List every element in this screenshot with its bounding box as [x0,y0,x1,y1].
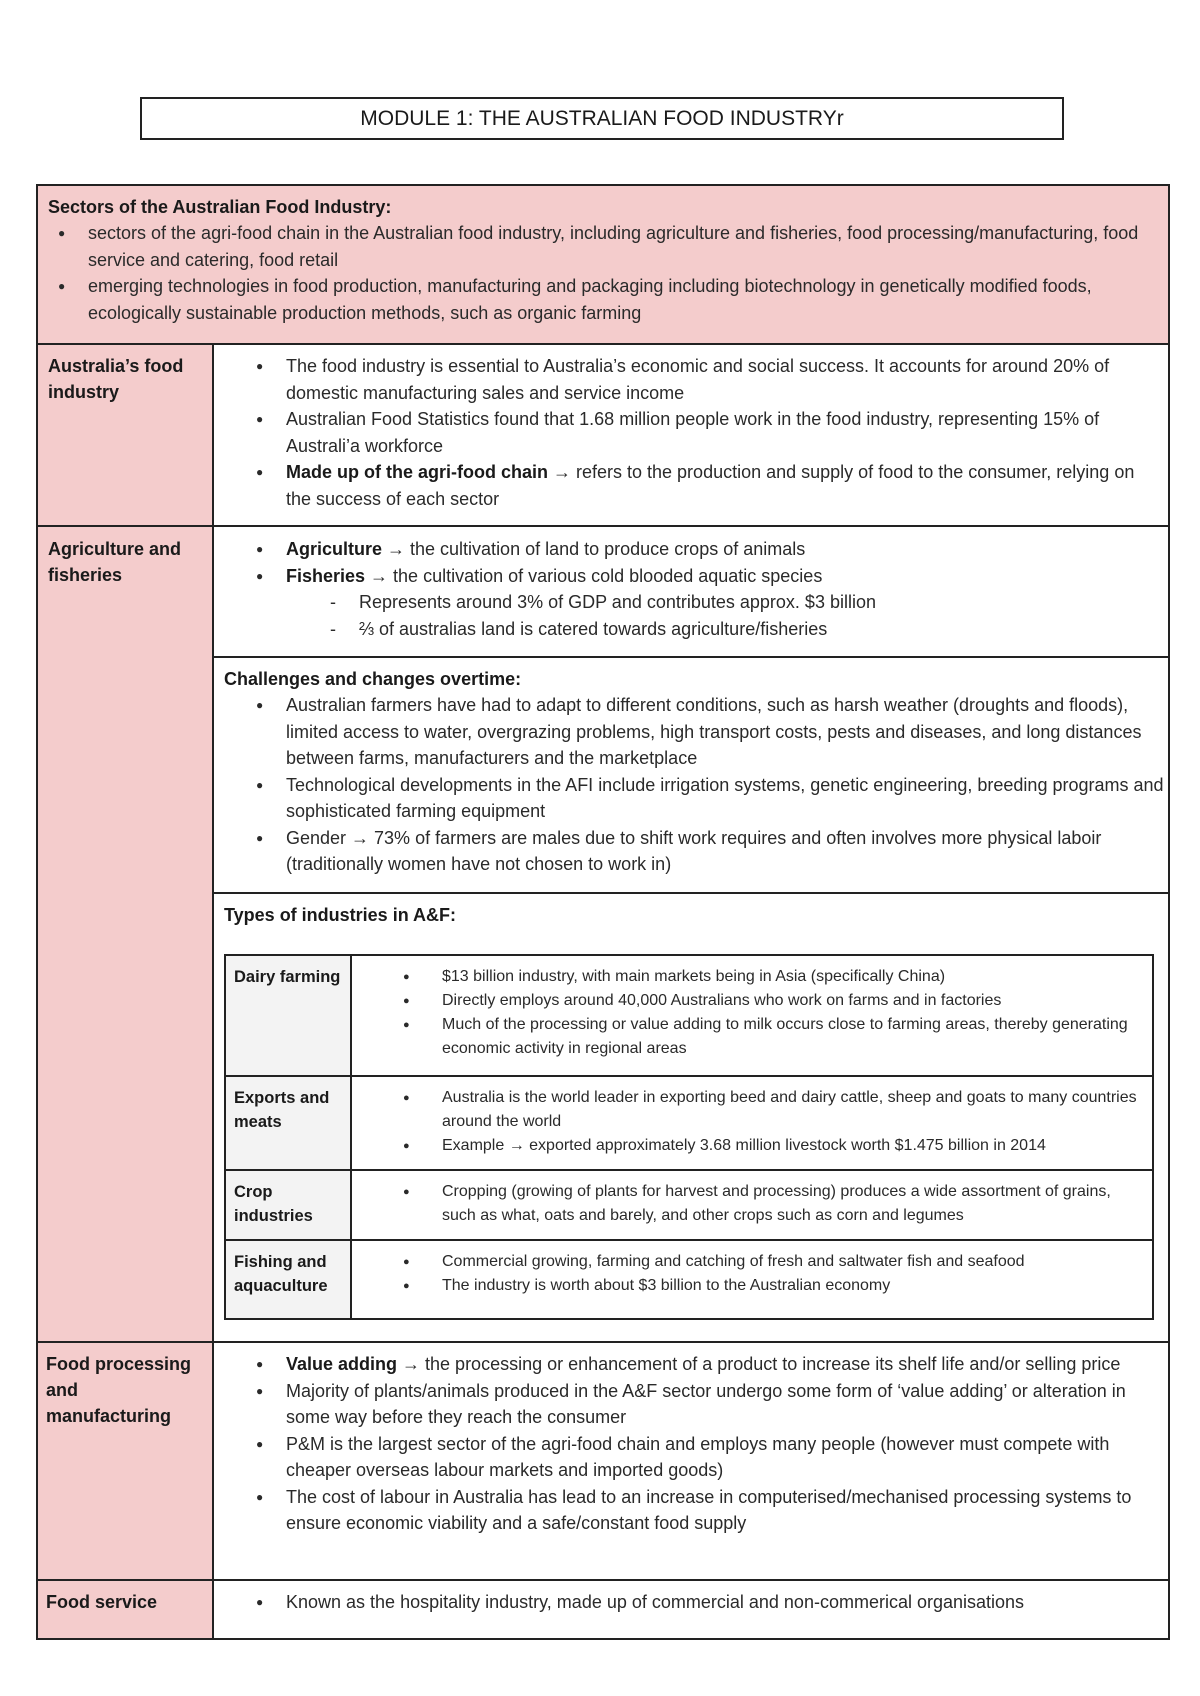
list-item: ● $13 billion industry, with main markets being in Asia (specifically China) [352,965,1152,989]
industry-name: Dairy farming [226,956,350,1075]
list-item [214,563,1164,590]
bold-term: Made up of the agri-food chain [286,462,548,482]
list-item [214,536,1164,563]
sectors-heading: Sectors of the Australian Food Industry: [48,197,392,217]
list-item: ● Australian Food Statistics found that 1.68 million people work in the food industry, representing 15% of Australi’a workforce [214,406,1164,459]
industry-details [352,956,1152,1061]
sub-list-item: - ⅔ of australias land is catered towards agriculture/fisheries [214,616,1164,643]
industry-name: Fishing and aquaculture [226,1241,350,1318]
industries-table [224,954,1154,1320]
food-industry-label: Australia’s food industry [48,356,184,402]
list-item: ● Cropping (growing of plants for harvest and processing) produces a wide assortment of grains, such as what, oats and barely, and other crops such as corn and legumes [352,1180,1152,1228]
agriculture-definitions-cell [214,536,1164,642]
list-item: ● Majority of plants/animals produced in the A&F sector undergo some form of ‘value adding’ or alteration in some way before they reach the consumer [214,1378,1164,1431]
list-item: ● Technological developments in the AFI include irrigation systems, genetic engineering, breeding programs and sophisticated farming equipment [214,772,1164,825]
cell-divider [212,892,1168,894]
term-definition: → the cultivation of various cold blooded aquatic species [365,565,823,586]
industry-details [352,1171,1152,1228]
food-service-cell [214,1589,1164,1616]
sectors-cell [48,194,1158,326]
list-item [214,459,1164,512]
term-definition: → refers to the production and supply of food to the consumer, relying on the success of each sector [286,462,1135,509]
list-item: ● Gender → 73% of farmers are males due to shift work requires and often involves more physical laboir (traditionally women have not chosen to work in) [214,825,1164,878]
sub-list-item: - Represents around 3% of GDP and contributes approx. $3 billion [214,589,1164,616]
list-item: ● Australia is the world leader in exporting beed and dairy cattle, sheep and goats to many countries around the world [352,1086,1152,1134]
processing-cell [214,1351,1164,1537]
term-definition: → the processing or enhancement of a product to increase its shelf life and/or selling price [397,1354,1121,1374]
list-item: ● sectors of the agri-food chain in the Australian food industry, including agriculture and fisheries, food processing/manufacturing, food service and catering, food retail [16,220,1158,273]
industry-details [352,1077,1152,1158]
list-item: ● emerging technologies in food production, manufacturing and packaging including biotechnology in genetically modified foods, ecologically sustainable production methods, such as organic farming [16,273,1158,326]
industry-name: Crop industries [226,1171,350,1239]
row-divider [38,343,1168,345]
agriculture-label: Agriculture and fisheries [48,539,182,585]
list-item: ● Commercial growing, farming and catching of fresh and saltwater fish and seafood [352,1250,1152,1274]
list-item: ● The food industry is essential to Australia’s economic and social success. It accounts for around 20% of domestic manufacturing sales and service income [214,353,1164,406]
list-item: ● The industry is worth about $3 billion to the Australian economy [352,1274,1152,1298]
row-divider [38,1579,1168,1581]
term-definition: → the cultivation of land to produce crops of animals [382,539,806,559]
list-item: ● Directly employs around 40,000 Australians who work on farms and in factories [352,989,1152,1013]
row-divider [38,525,1168,527]
bold-term: Value adding [286,1354,398,1374]
challenges-heading: Challenges and changes overtime: [224,669,522,689]
list-item [214,1351,1164,1378]
industry-name: Exports and meats [226,1077,350,1169]
challenges-cell [224,666,1164,878]
row-divider [38,1341,1168,1343]
page-title: MODULE 1: THE AUSTRALIAN FOOD INDUSTRYr [140,97,1064,140]
processing-label: Food processing and manufacturing [46,1354,192,1426]
types-heading: Types of industries in A&F: [224,905,457,925]
food-service-label: Food service [46,1592,158,1612]
list-item: ● Australian farmers have had to adapt to different conditions, such as harsh weather (droughts and floods), limited access to water, overgrazing problems, high transport costs, pests and diseases, and long distances between farms, manufacturers and the marketplace [214,692,1164,772]
food-industry-cell [214,353,1164,512]
bold-term: Fisheries [286,565,366,586]
list-item: ● P&M is the largest sector of the agri-food chain and employs many people (however must compete with cheaper overseas labour markets and imported goods) [214,1431,1164,1484]
list-item: ● The cost of labour in Australia has lead to an increase in computerised/mechanised processing systems to ensure economic viability and a safe/constant food supply [214,1484,1164,1537]
list-item: ● Example → exported approximately 3.68 million livestock worth $1.475 billion in 2014 [352,1134,1152,1158]
list-item: ● Much of the processing or value adding to milk occurs close to farming areas, thereby generating economic activity in regional areas [352,1013,1152,1061]
industry-details [352,1241,1152,1298]
cell-divider [212,656,1168,658]
list-item: ● Known as the hospitality industry, made up of commercial and non-commerical organisations [214,1589,1164,1616]
bold-term: Agriculture [286,539,383,559]
